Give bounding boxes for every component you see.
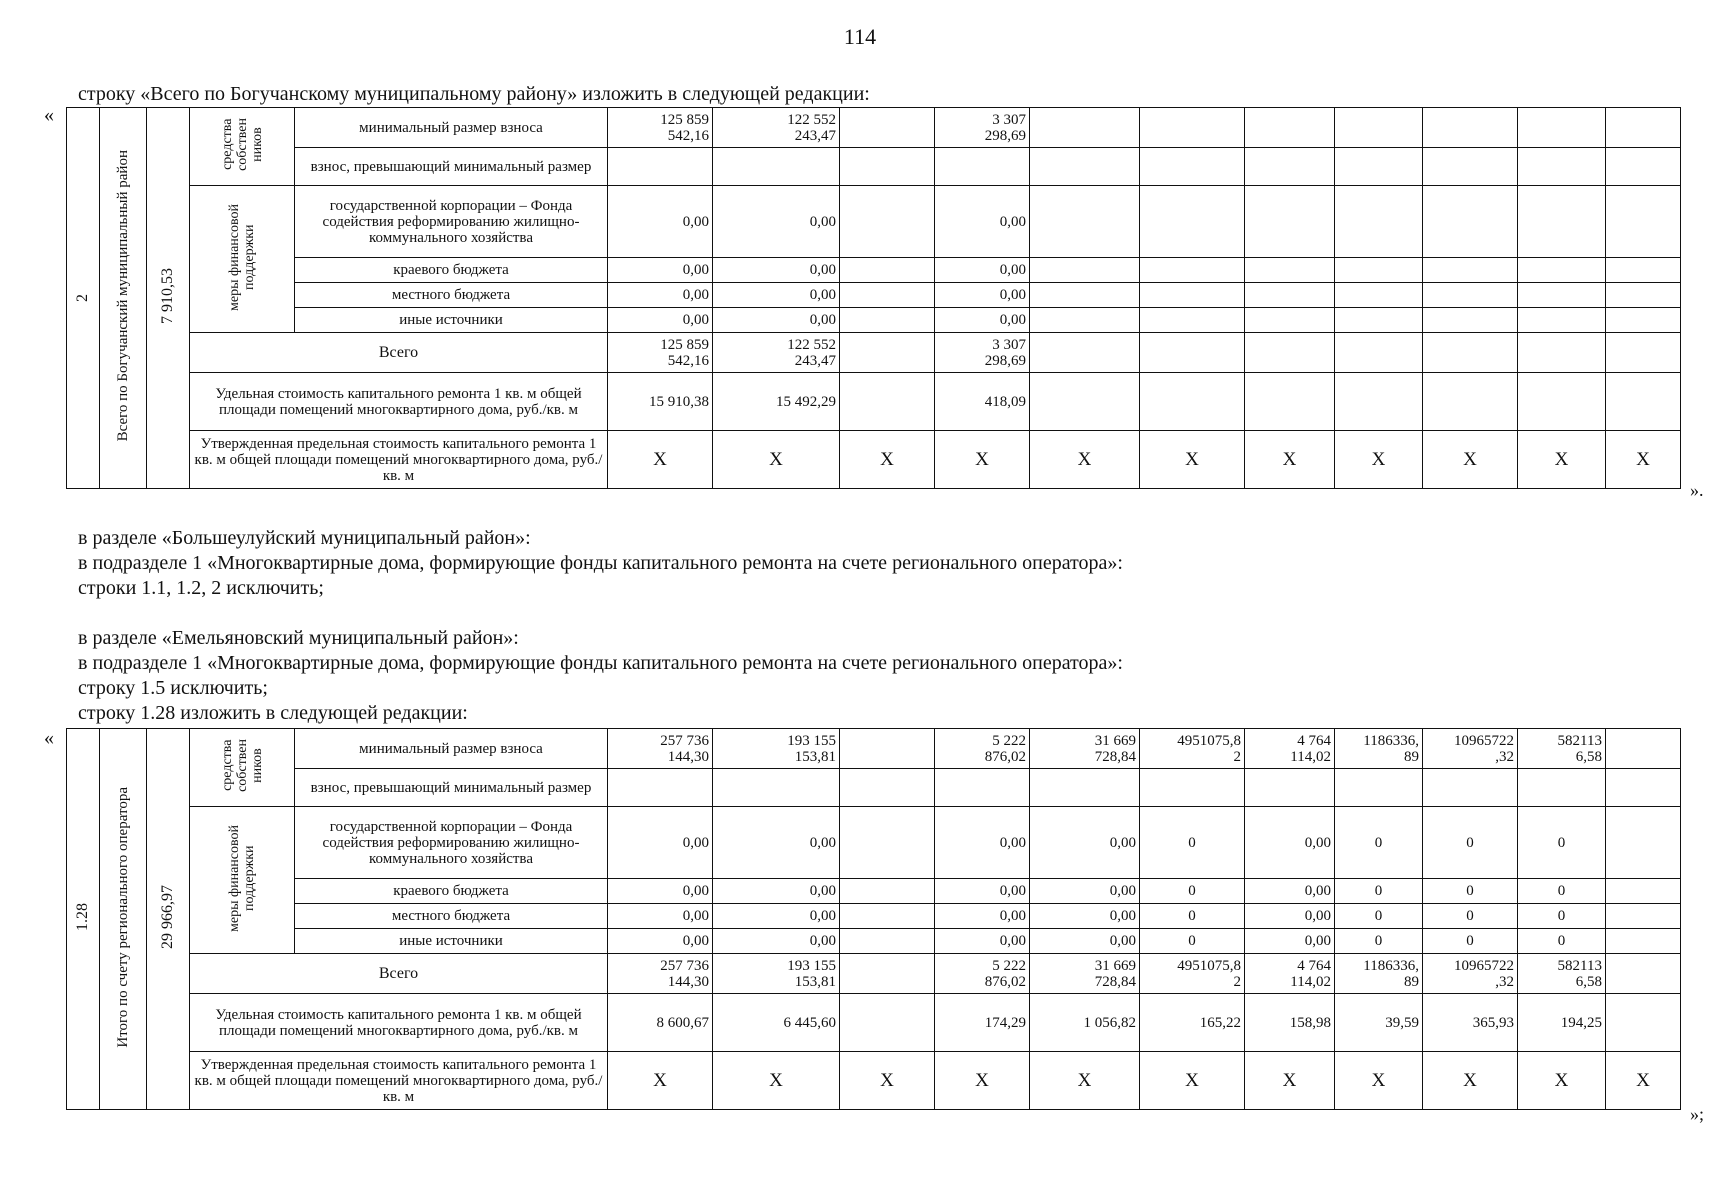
value-cell — [1606, 283, 1681, 308]
value-cell — [1030, 373, 1140, 431]
value-cell — [1030, 258, 1140, 283]
value-cell: X — [1606, 431, 1681, 489]
value-cell: 194,25 — [1518, 994, 1606, 1052]
value-cell — [1140, 373, 1245, 431]
row-label: Удельная стоимость капитального ремонта 1 кв. м общей площади помещений многоквартирного дома, руб./кв. м — [190, 373, 608, 431]
value-cell: 193 155 153,81 — [713, 954, 840, 994]
row-label: минимальный размер взноса — [295, 729, 608, 769]
value-cell: X — [840, 1052, 935, 1110]
value-cell: 418,09 — [935, 373, 1030, 431]
value-cell — [1140, 258, 1245, 283]
amendment-table-boguchany — [66, 107, 1681, 489]
value-cell — [1606, 994, 1681, 1052]
value-cell: 0,00 — [713, 929, 840, 954]
value-cell: 0,00 — [935, 904, 1030, 929]
row-label: взнос, превышающий минимальный размер — [295, 148, 608, 186]
value-cell: 4 764 114,02 — [1245, 954, 1335, 994]
value-cell — [608, 769, 713, 807]
value-cell: 1186336, 89 — [1335, 729, 1423, 769]
paragraph: строку 1.5 исключить; — [78, 677, 268, 699]
value-cell — [1245, 333, 1335, 373]
value-cell — [840, 769, 935, 807]
value-cell — [1030, 108, 1140, 148]
amendment-table-emelyanovo — [66, 728, 1681, 1110]
value-cell — [1606, 258, 1681, 283]
value-cell — [1518, 333, 1606, 373]
value-cell — [1030, 283, 1140, 308]
value-cell — [1518, 186, 1606, 258]
value-cell: 0,00 — [713, 904, 840, 929]
value-cell: 1186336, 89 — [1335, 954, 1423, 994]
value-cell: X — [713, 431, 840, 489]
row-number-cell: 2 — [67, 108, 100, 489]
value-cell: 257 736 144,30 — [608, 729, 713, 769]
value-cell: 165,22 — [1140, 994, 1245, 1052]
value-cell: 0,00 — [1030, 879, 1140, 904]
row-label: иные источники — [295, 929, 608, 954]
value-cell — [1606, 108, 1681, 148]
value-cell: 0,00 — [713, 308, 840, 333]
value-cell: 122 552 243,47 — [713, 108, 840, 148]
area-cell: 29 966,97 — [147, 729, 190, 1110]
value-cell: 0 — [1140, 807, 1245, 879]
value-cell — [840, 994, 935, 1052]
value-cell: X — [1335, 1052, 1423, 1110]
value-cell: 10965722 ,32 — [1423, 954, 1518, 994]
value-cell — [1606, 929, 1681, 954]
section2-close-quote: »; — [1690, 1104, 1705, 1124]
value-cell — [1423, 333, 1518, 373]
value-cell — [1030, 769, 1140, 807]
value-cell: 0 — [1423, 807, 1518, 879]
row-label: иные источники — [295, 308, 608, 333]
value-cell: X — [1423, 431, 1518, 489]
value-cell — [1140, 769, 1245, 807]
value-cell: 174,29 — [935, 994, 1030, 1052]
value-cell — [1335, 308, 1423, 333]
value-cell — [1335, 769, 1423, 807]
value-cell — [1518, 308, 1606, 333]
section2-open-quote: « — [44, 727, 54, 749]
paragraph: строки 1.1, 1.2, 2 исключить; — [78, 577, 324, 599]
row-label: государственной корпорации – Фонда содействия реформированию жилищно-коммунального хозяйства — [295, 807, 608, 879]
value-cell — [1606, 807, 1681, 879]
value-cell — [1335, 283, 1423, 308]
value-cell: 257 736 144,30 — [608, 954, 713, 994]
value-cell: 0,00 — [935, 308, 1030, 333]
value-cell: 0,00 — [935, 929, 1030, 954]
row-number-cell: 1.28 — [67, 729, 100, 1110]
value-cell: 0,00 — [1030, 807, 1140, 879]
value-cell: 0,00 — [713, 879, 840, 904]
value-cell — [1606, 879, 1681, 904]
value-cell: X — [608, 431, 713, 489]
value-cell: X — [1030, 1052, 1140, 1110]
value-cell — [1423, 186, 1518, 258]
row-label: краевого бюджета — [295, 258, 608, 283]
value-cell — [1140, 186, 1245, 258]
value-cell: 0,00 — [713, 258, 840, 283]
value-cell: X — [1245, 431, 1335, 489]
value-cell: 0,00 — [1245, 904, 1335, 929]
value-cell: 0,00 — [935, 186, 1030, 258]
value-cell — [1245, 108, 1335, 148]
value-cell — [1335, 148, 1423, 186]
value-cell — [840, 186, 935, 258]
row-label: Утвержденная предельная стоимость капитального ремонта 1 кв. м общей площади помещений многоквартирного дома, руб./кв. м — [190, 1052, 608, 1110]
row-name-cell: Всего по Богучанский муниципальный район — [100, 108, 147, 489]
value-cell: 0 — [1518, 929, 1606, 954]
value-cell: 0 — [1140, 904, 1245, 929]
value-cell: 122 552 243,47 — [713, 333, 840, 373]
value-cell: X — [840, 431, 935, 489]
value-cell — [1606, 308, 1681, 333]
value-cell: 0 — [1423, 904, 1518, 929]
value-cell: 15 492,29 — [713, 373, 840, 431]
value-cell: 0,00 — [608, 258, 713, 283]
value-cell: 8 600,67 — [608, 994, 713, 1052]
row-label: государственной корпорации – Фонда содействия реформированию жилищно-коммунального хозяйства — [295, 186, 608, 258]
value-cell — [1245, 308, 1335, 333]
paragraph: в подразделе 1 «Многоквартирные дома, формирующие фонды капитального ремонта на счете регионального оператора»: — [78, 552, 1123, 574]
value-cell — [840, 308, 935, 333]
value-cell — [1245, 258, 1335, 283]
value-cell: X — [1335, 431, 1423, 489]
section1-intro: строку «Всего по Богучанскому муниципальному району» изложить в следующей редакции: — [78, 83, 870, 105]
value-cell: 582113 6,58 — [1518, 954, 1606, 994]
value-cell: 193 155 153,81 — [713, 729, 840, 769]
value-cell — [1335, 373, 1423, 431]
value-cell: 0,00 — [608, 807, 713, 879]
value-cell — [1518, 258, 1606, 283]
value-cell — [713, 769, 840, 807]
value-cell — [840, 148, 935, 186]
value-cell: X — [1606, 1052, 1681, 1110]
value-cell: X — [1245, 1052, 1335, 1110]
value-cell: 4951075,8 2 — [1140, 954, 1245, 994]
value-cell — [1245, 148, 1335, 186]
row-label: Удельная стоимость капитального ремонта 1 кв. м общей площади помещений многоквартирного дома, руб./кв. м — [190, 994, 608, 1052]
value-cell — [1140, 108, 1245, 148]
value-cell: 5 222 876,02 — [935, 729, 1030, 769]
value-cell — [1140, 283, 1245, 308]
row-label: Утвержденная предельная стоимость капитального ремонта 1 кв. м общей площади помещений многоквартирного дома, руб./кв. м — [190, 431, 608, 489]
value-cell: 0 — [1518, 807, 1606, 879]
value-cell — [1030, 308, 1140, 333]
value-cell: 0,00 — [713, 283, 840, 308]
value-cell: 4951075,8 2 — [1140, 729, 1245, 769]
row-label: минимальный размер взноса — [295, 108, 608, 148]
value-cell — [840, 373, 935, 431]
value-cell: 31 669 728,84 — [1030, 954, 1140, 994]
value-cell: X — [608, 1052, 713, 1110]
value-cell — [840, 929, 935, 954]
value-cell — [1245, 769, 1335, 807]
value-cell — [1518, 373, 1606, 431]
value-cell: X — [713, 1052, 840, 1110]
group-financial-support: меры финансовой поддержки — [190, 807, 295, 954]
value-cell — [935, 769, 1030, 807]
value-cell: 0,00 — [1245, 879, 1335, 904]
value-cell: 3 307 298,69 — [935, 333, 1030, 373]
value-cell: 0 — [1335, 904, 1423, 929]
value-cell: 0,00 — [1245, 929, 1335, 954]
value-cell: 0,00 — [608, 929, 713, 954]
value-cell — [1423, 258, 1518, 283]
section1-open-quote: « — [44, 104, 54, 126]
group-owner-funds: средства собствен ников — [190, 108, 295, 186]
value-cell — [1030, 333, 1140, 373]
value-cell — [1606, 904, 1681, 929]
value-cell — [1423, 769, 1518, 807]
value-cell — [1606, 954, 1681, 994]
value-cell — [1423, 308, 1518, 333]
value-cell: 0,00 — [713, 807, 840, 879]
value-cell: X — [935, 431, 1030, 489]
value-cell — [1606, 333, 1681, 373]
group-financial-support: меры финансовой поддержки — [190, 186, 295, 333]
value-cell: X — [1518, 1052, 1606, 1110]
value-cell: 365,93 — [1423, 994, 1518, 1052]
value-cell: 125 859 542,16 — [608, 333, 713, 373]
value-cell — [1030, 148, 1140, 186]
value-cell — [1245, 186, 1335, 258]
value-cell: 0 — [1423, 879, 1518, 904]
value-cell — [1518, 283, 1606, 308]
value-cell: 0 — [1335, 879, 1423, 904]
value-cell — [840, 807, 935, 879]
value-cell: 0,00 — [713, 186, 840, 258]
value-cell: 0 — [1140, 929, 1245, 954]
value-cell — [1030, 186, 1140, 258]
group-owner-funds: средства собствен ников — [190, 729, 295, 807]
value-cell: 10965722 ,32 — [1423, 729, 1518, 769]
value-cell: 0 — [1518, 879, 1606, 904]
value-cell: 0 — [1518, 904, 1606, 929]
value-cell: 3 307 298,69 — [935, 108, 1030, 148]
value-cell: X — [1140, 1052, 1245, 1110]
value-cell — [840, 879, 935, 904]
value-cell: X — [1518, 431, 1606, 489]
value-cell: 0,00 — [935, 258, 1030, 283]
value-cell: 0,00 — [1245, 807, 1335, 879]
paragraph: в разделе «Емельяновский муниципальный район»: — [78, 627, 519, 649]
value-cell: 582113 6,58 — [1518, 729, 1606, 769]
value-cell — [840, 729, 935, 769]
value-cell: 0,00 — [935, 807, 1030, 879]
value-cell — [713, 148, 840, 186]
paragraph: в подразделе 1 «Многоквартирные дома, формирующие фонды капитального ремонта на счете регионального оператора»: — [78, 652, 1123, 674]
value-cell — [1140, 148, 1245, 186]
value-cell — [1140, 333, 1245, 373]
paragraph: в разделе «Большеулуйский муниципальный район»: — [78, 527, 531, 549]
value-cell — [1335, 186, 1423, 258]
value-cell — [840, 283, 935, 308]
value-cell: 0,00 — [608, 879, 713, 904]
value-cell: 0 — [1335, 929, 1423, 954]
row-name-cell: Итого по счету регионального оператора — [100, 729, 147, 1110]
value-cell — [1606, 373, 1681, 431]
value-cell — [840, 108, 935, 148]
value-cell: X — [1140, 431, 1245, 489]
value-cell: 0,00 — [608, 904, 713, 929]
value-cell: 158,98 — [1245, 994, 1335, 1052]
value-cell: 15 910,38 — [608, 373, 713, 431]
value-cell — [840, 954, 935, 994]
value-cell — [1606, 186, 1681, 258]
value-cell — [1245, 283, 1335, 308]
value-cell — [1140, 308, 1245, 333]
value-cell — [1423, 283, 1518, 308]
paragraph: строку 1.28 изложить в следующей редакции: — [78, 702, 468, 724]
value-cell: 0,00 — [935, 879, 1030, 904]
value-cell — [1245, 373, 1335, 431]
value-cell: 0,00 — [1030, 929, 1140, 954]
value-cell — [1335, 258, 1423, 283]
value-cell: 0,00 — [608, 186, 713, 258]
value-cell: 0,00 — [1030, 904, 1140, 929]
value-cell: 0,00 — [608, 308, 713, 333]
value-cell: X — [1423, 1052, 1518, 1110]
area-cell: 7 910,53 — [147, 108, 190, 489]
row-label: местного бюджета — [295, 283, 608, 308]
value-cell: X — [1030, 431, 1140, 489]
value-cell: 0 — [1335, 807, 1423, 879]
value-cell: 125 859 542,16 — [608, 108, 713, 148]
row-label: местного бюджета — [295, 904, 608, 929]
value-cell — [840, 258, 935, 283]
row-label-total: Всего — [190, 333, 608, 373]
row-label: краевого бюджета — [295, 879, 608, 904]
value-cell — [1335, 333, 1423, 373]
value-cell: 0,00 — [608, 283, 713, 308]
value-cell: 6 445,60 — [713, 994, 840, 1052]
row-label-total: Всего — [190, 954, 608, 994]
value-cell — [1518, 148, 1606, 186]
page-number: 114 — [843, 24, 877, 49]
value-cell: 31 669 728,84 — [1030, 729, 1140, 769]
value-cell: 0 — [1140, 879, 1245, 904]
value-cell — [1335, 108, 1423, 148]
value-cell — [1423, 108, 1518, 148]
value-cell — [1606, 769, 1681, 807]
value-cell: 39,59 — [1335, 994, 1423, 1052]
value-cell — [935, 148, 1030, 186]
value-cell — [1518, 108, 1606, 148]
value-cell — [1423, 373, 1518, 431]
value-cell: 1 056,82 — [1030, 994, 1140, 1052]
value-cell — [840, 333, 935, 373]
value-cell: 5 222 876,02 — [935, 954, 1030, 994]
value-cell — [1606, 148, 1681, 186]
value-cell: 0 — [1423, 929, 1518, 954]
value-cell — [840, 904, 935, 929]
value-cell — [1423, 148, 1518, 186]
value-cell: 0,00 — [935, 283, 1030, 308]
row-label: взнос, превышающий минимальный размер — [295, 769, 608, 807]
value-cell — [1606, 729, 1681, 769]
value-cell — [1518, 769, 1606, 807]
value-cell: X — [935, 1052, 1030, 1110]
value-cell: 4 764 114,02 — [1245, 729, 1335, 769]
section1-close-quote: ». — [1690, 480, 1704, 500]
value-cell — [608, 148, 713, 186]
